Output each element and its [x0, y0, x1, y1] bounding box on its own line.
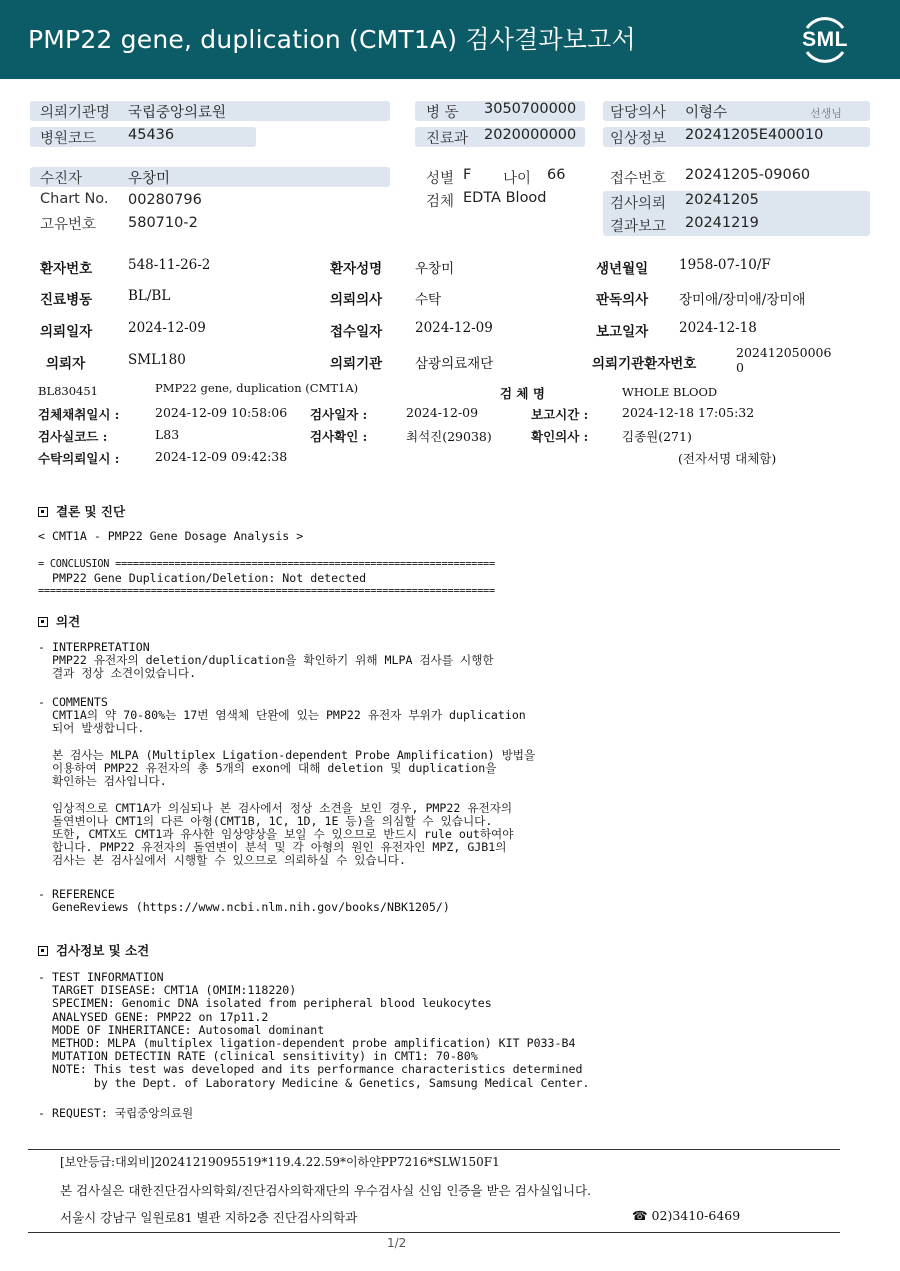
sml-logo [797, 14, 853, 66]
patient-name-label: 환자성명 [330, 261, 383, 277]
comments-block: - COMMENTS CMT1A의 약 70-80%는 17번 염색체 단완에 있는 PMP22 유전자 부위가 duplication 되어 발생합니다. 본 검사는 MLPA (Multiplex Ligation-dependent Probe Amplification) 방법을 이용하여 PMP22 유전자의 총 5개의 exon에 대해 deletion 및 duplication을 확인하는 검사입니다. 임상적으로 CMT1A가 의심되나 본 검사에서 정상 소견을 보인 경우, PMP22 유전자의 돌연변이나 CMT1의 다른 아형(CMT1B, 1C, 1D, 1E 등)을 의심할 수 있습니다. 또한, CMTX도 CMT1과 유사한 임상양상을 보일 수 있으므로 반드시 rule out하여야 합니다. PMP22 유전자의 돌연변이 분석 및 각 아형의 원인 유전자인 MPZ, GJB1의 검사는 본 검사실에서 시행할 수 있으므로 의뢰하실 수 있습니다. [38, 695, 536, 868]
unique-value: 580710-2 [128, 215, 198, 231]
ward-value: 3050700000 [484, 101, 577, 117]
ward-grid-label: 진료병동 [40, 292, 93, 308]
hospital-code-value: 45436 [128, 127, 175, 143]
birthdate-label: 생년월일 [596, 261, 649, 277]
footer-bottom-rule [28, 1232, 840, 1233]
lab-code-value: L83 [155, 427, 180, 442]
dept-label: 진료과 [426, 131, 469, 147]
reference-block: - REFERENCE GeneReviews (https://www.ncbi.nlm.nih.gov/books/NBK1205/) [38, 887, 450, 915]
section-square-icon [38, 507, 48, 517]
section-testinfo-title [38, 941, 149, 959]
request-date-label: 검사의뢰 [610, 196, 667, 212]
requester-value: SML180 [128, 352, 186, 368]
phone-line: ☎ 02)3410-6469 [632, 1208, 741, 1223]
conclusion-line: = CONCLUSION ================================================================ [38, 559, 495, 570]
reception-day-value: 2024-12-09 [415, 320, 493, 336]
section-testinfo-text: 검사정보 및 소견 [56, 943, 150, 958]
institution-value: 국립중앙의료원 [128, 105, 227, 121]
request-time-label: 수탁의뢰일시 : [38, 451, 120, 466]
page-number: 1/2 [387, 1236, 407, 1250]
age-label: 나이 [503, 171, 532, 187]
section-conclusion-text: 결론 및 진단 [56, 504, 126, 519]
section-square-icon [38, 946, 48, 956]
reception-label: 접수번호 [610, 171, 667, 187]
request-line: - REQUEST: 국립중앙의료원 [38, 1106, 194, 1120]
patient-no-value: 548-11-26-2 [128, 257, 211, 273]
test-date-value: 2024-12-09 [406, 405, 479, 420]
reception-value: 20241205-09060 [685, 167, 811, 183]
collect-time-value: 2024-12-09 10:58:06 [155, 405, 288, 420]
reading-doctor-value: 장미애/장미애/장미애 [679, 292, 806, 308]
specimen-name-label: 검 체 명 [500, 386, 545, 401]
chart-label: Chart No. [40, 191, 109, 207]
section-conclusion-title [38, 502, 125, 520]
report-title: PMP22 gene, duplication (CMT1A) 검사결과보고서 [28, 25, 636, 54]
footer-top-rule [28, 1149, 840, 1150]
section-opinion-text: 의견 [56, 614, 81, 629]
confirm-doctor-value: 김종원(271) [622, 429, 692, 444]
specimen-name-value: WHOLE BLOOD [622, 385, 718, 399]
collect-time-label: 검체채취일시 : [38, 407, 120, 422]
request-date-value: 20241205 [685, 192, 759, 208]
doctor-value: 이형수 [685, 105, 728, 121]
test-confirm-value: 최석진(29038) [406, 429, 492, 444]
logo-text: SML [802, 28, 848, 51]
dept-value: 2020000000 [484, 127, 577, 143]
sex-label: 성별 [426, 171, 455, 187]
patient-shade [30, 167, 390, 187]
age-value: 66 [547, 167, 566, 183]
doctor-label: 담당의사 [610, 105, 667, 121]
patient-no-label: 환자번호 [40, 261, 93, 277]
institution-patient-no-label: 의뢰기관환자번호 [592, 356, 697, 372]
requesting-institution-label: 의뢰기관 [330, 356, 383, 372]
section-square-icon [38, 617, 48, 627]
report-time-value: 2024-12-18 17:05:32 [622, 405, 755, 420]
report-day-label: 보고일자 [596, 324, 649, 340]
test-code: BL830451 [38, 384, 98, 398]
test-information-block: - TEST INFORMATION TARGET DISEASE: CMT1A (OMIM:118220) SPECIMEN: Genomic DNA isolated from peripheral blood leukocytes ANALYSED GENE: PMP22 on 17p11.2 MODE OF INHERITANCE: Autosomal dominant METHOD: MLPA (multiplex ligation-dependent probe amplification) KIT P033-B4 MUTATION DETECTIN RATE (clinical sensitivity) in CMT1: 70-80% NOTE: This test was developed and its performance characteristics determined by the Dept. of Laboratory Medicine & Genetics, Samsung Medical Center. [38, 970, 590, 1090]
reception-day-label: 접수일자 [330, 324, 383, 340]
analysis-title: < CMT1A - PMP22 Gene Dosage Analysis > [38, 529, 304, 543]
confirm-doctor-label: 확인의사 : [531, 429, 589, 444]
specimen-label: 검체 [426, 194, 455, 210]
report-header [0, 0, 900, 79]
test-confirm-label: 검사확인 : [310, 429, 368, 444]
request-day-value: 2024-12-09 [128, 320, 206, 336]
test-date-label: 검사일자 : [310, 407, 368, 422]
certification-line: 본 검사실은 대한진단검사의학회/진단검사의학재단의 우수검사실 신임 인증을 받은 검사실입니다. [60, 1183, 592, 1198]
doctor-suffix: 선생님 [810, 107, 842, 120]
reading-doctor-label: 판독의사 [596, 292, 649, 308]
requesting-institution-value: 삼광의료재단 [415, 356, 494, 372]
institution-patient-no-value-cont: 0 [736, 360, 744, 375]
request-time-value: 2024-12-09 09:42:38 [155, 449, 288, 464]
esign-note: (전자서명 대체함) [678, 451, 777, 466]
institution-label: 의뢰기관명 [40, 105, 111, 121]
birthdate-value: 1958-07-10/F [679, 257, 771, 273]
conclusion-text: PMP22 Gene Duplication/Deletion: Not detected [38, 571, 367, 585]
clinical-value: 20241205E400010 [685, 127, 824, 143]
specimen-value: EDTA Blood [463, 190, 547, 206]
ward-label: 병 동 [426, 105, 459, 121]
ward-grid-value: BL/BL [128, 288, 171, 304]
lab-code-label: 검사실코드 : [38, 429, 108, 444]
patient-value: 우창미 [128, 171, 171, 187]
chart-value: 00280796 [128, 192, 202, 208]
test-name: PMP22 gene, duplication (CMT1A) [155, 381, 359, 395]
report-day-value: 2024-12-18 [679, 320, 757, 336]
report-date-value: 20241219 [685, 215, 759, 231]
hospital-code-label: 병원코드 [40, 131, 97, 147]
patient-label: 수진자 [40, 171, 83, 187]
clinical-label: 임상정보 [610, 131, 667, 147]
report-date-label: 결과보고 [610, 219, 667, 235]
address-line: 서울시 강남구 일원로81 별관 지하2층 진단검사의학과 [60, 1210, 358, 1225]
requester-label: 의뢰자 [46, 356, 86, 372]
institution-patient-no-value: 202412050006 [736, 345, 832, 360]
requesting-doctor-value: 수탁 [415, 292, 442, 308]
request-day-label: 의뢰일자 [40, 324, 93, 340]
unique-label: 고유번호 [40, 217, 97, 233]
conclusion-rule: ============================================================================= [38, 586, 495, 597]
report-time-label: 보고시간 : [531, 407, 589, 422]
requesting-doctor-label: 의뢰의사 [330, 292, 383, 308]
section-opinion-title [38, 612, 80, 630]
sex-value: F [463, 167, 472, 183]
security-line: [보안등급:대외비]20241219095519*119.4.22.59*이하얀PP7216*SLW150F1 [60, 1155, 500, 1169]
interpretation-block: - INTERPRETATION PMP22 유전자의 deletion/duplication을 확인하기 위해 MLPA 검사를 시행한 결과 정상 소견이었습니다. [38, 640, 494, 681]
patient-name-value: 우창미 [415, 261, 455, 277]
